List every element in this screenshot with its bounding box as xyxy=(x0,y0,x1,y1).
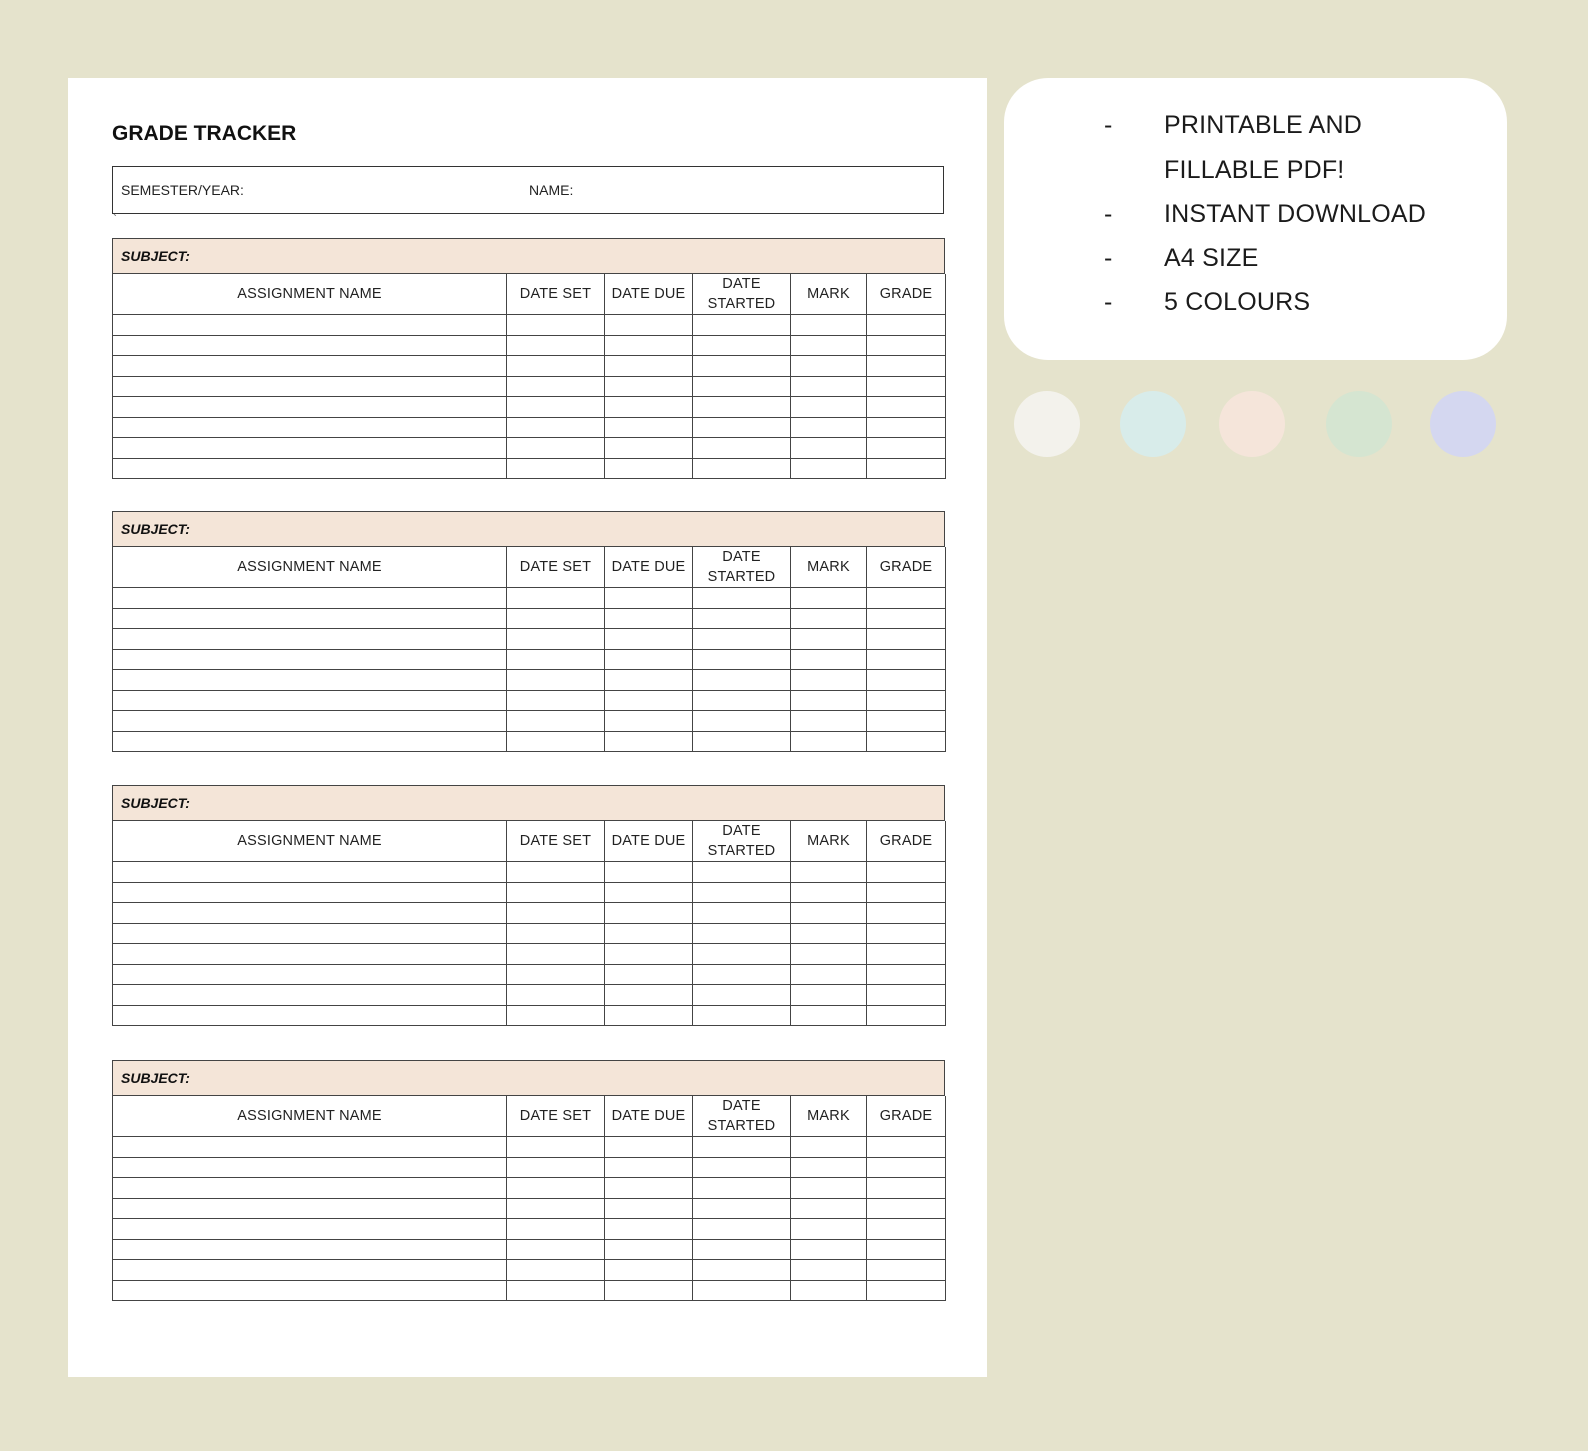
date-due-cell[interactable] xyxy=(605,608,693,629)
date-set-cell[interactable] xyxy=(507,985,605,1006)
table-row xyxy=(113,882,946,903)
table-row xyxy=(113,1198,946,1219)
table-row xyxy=(113,397,946,418)
date-started-cell[interactable] xyxy=(693,356,791,377)
grade-cell[interactable] xyxy=(867,356,946,377)
assignment-table xyxy=(112,547,946,752)
assignment-name-cell[interactable] xyxy=(113,649,507,670)
mark-cell[interactable] xyxy=(791,690,867,711)
date-started-cell[interactable] xyxy=(693,397,791,418)
date-due-cell[interactable] xyxy=(605,438,693,459)
date-due-cell[interactable] xyxy=(605,903,693,924)
grade-cell[interactable] xyxy=(867,458,946,479)
mark-cell[interactable] xyxy=(791,356,867,377)
date-started-cell[interactable] xyxy=(693,964,791,985)
mark-cell[interactable] xyxy=(791,608,867,629)
subject-section-1 xyxy=(112,238,945,479)
date-due-cell[interactable] xyxy=(605,1219,693,1240)
date-started-line: STARTED xyxy=(707,296,776,312)
date-started-cell[interactable] xyxy=(693,1260,791,1281)
mark-cell[interactable] xyxy=(791,315,867,336)
date-set-cell[interactable] xyxy=(507,731,605,752)
grade-cell[interactable] xyxy=(867,335,946,356)
date-started-cell[interactable] xyxy=(693,417,791,438)
grade-cell[interactable] xyxy=(867,882,946,903)
assignment-name-cell[interactable] xyxy=(113,376,507,397)
mark-cell[interactable] xyxy=(791,903,867,924)
date-started-cell[interactable] xyxy=(693,1005,791,1026)
grade-cell[interactable] xyxy=(867,964,946,985)
table-row xyxy=(113,1157,946,1178)
grade-cell[interactable] xyxy=(867,397,946,418)
assignment-name-cell[interactable] xyxy=(113,1198,507,1219)
date-due-cell[interactable] xyxy=(605,315,693,336)
mark-cell[interactable] xyxy=(791,397,867,418)
table-row xyxy=(113,438,946,459)
grade-cell[interactable] xyxy=(867,1219,946,1240)
date-started-cell[interactable] xyxy=(693,1137,791,1158)
date-set-cell[interactable] xyxy=(507,1260,605,1281)
table-row xyxy=(113,458,946,479)
date-set-cell[interactable] xyxy=(507,588,605,609)
date-started-cell[interactable] xyxy=(693,376,791,397)
subject-label: SUBJECT: xyxy=(112,511,945,547)
date-started-cell[interactable] xyxy=(693,1198,791,1219)
grade-cell[interactable] xyxy=(867,376,946,397)
grade-cell[interactable] xyxy=(867,862,946,883)
col-date-set-header: DATE SET xyxy=(507,547,605,588)
grade-cell[interactable] xyxy=(867,1178,946,1199)
date-set-cell[interactable] xyxy=(507,356,605,377)
date-set-cell[interactable] xyxy=(507,397,605,418)
assignment-name-cell[interactable] xyxy=(113,335,507,356)
date-started-cell[interactable] xyxy=(693,731,791,752)
mark-cell[interactable] xyxy=(791,1005,867,1026)
date-set-cell[interactable] xyxy=(507,923,605,944)
assignment-name-cell[interactable] xyxy=(113,1137,507,1158)
header-info-box xyxy=(112,166,944,214)
mark-cell[interactable] xyxy=(791,985,867,1006)
subject-label: SUBJECT: xyxy=(112,1060,945,1096)
col-date-set-header: DATE SET xyxy=(507,1096,605,1137)
mark-cell[interactable] xyxy=(791,417,867,438)
grade-cell[interactable] xyxy=(867,629,946,650)
mark-cell[interactable] xyxy=(791,588,867,609)
mark-cell[interactable] xyxy=(791,923,867,944)
date-started-line: STARTED xyxy=(707,843,776,859)
date-started-cell[interactable] xyxy=(693,985,791,1006)
table-row xyxy=(113,731,946,752)
col-grade-header: GRADE xyxy=(867,821,946,862)
assignment-name-cell[interactable] xyxy=(113,629,507,650)
date-started-cell[interactable] xyxy=(693,903,791,924)
col-date-set-header: DATE SET xyxy=(507,821,605,862)
bullet-dash: - xyxy=(1104,244,1113,272)
date-set-cell[interactable] xyxy=(507,1198,605,1219)
mark-cell[interactable] xyxy=(791,629,867,650)
table-row xyxy=(113,923,946,944)
assignment-table xyxy=(112,274,946,479)
assignment-name-cell[interactable] xyxy=(113,670,507,691)
col-date-started-header xyxy=(693,1096,791,1137)
date-started-cell[interactable] xyxy=(693,944,791,965)
date-set-cell[interactable] xyxy=(507,1157,605,1178)
col-date-started-header xyxy=(693,274,791,315)
mark-cell[interactable] xyxy=(791,1137,867,1158)
colour-swatch-cream xyxy=(1014,391,1080,457)
col-grade-header: GRADE xyxy=(867,547,946,588)
assignment-name-cell[interactable] xyxy=(113,1157,507,1178)
col-date-due-header: DATE DUE xyxy=(605,1096,693,1137)
mark-cell[interactable] xyxy=(791,1260,867,1281)
grade-cell[interactable] xyxy=(867,1239,946,1260)
col-mark-header: MARK xyxy=(791,547,867,588)
mark-cell[interactable] xyxy=(791,335,867,356)
table-row xyxy=(113,1260,946,1281)
date-set-cell[interactable] xyxy=(507,903,605,924)
table-row xyxy=(113,335,946,356)
date-due-cell[interactable] xyxy=(605,629,693,650)
bullet-dash: - xyxy=(1104,200,1113,228)
mark-cell[interactable] xyxy=(791,1178,867,1199)
assignment-name-cell[interactable] xyxy=(113,964,507,985)
date-due-cell[interactable] xyxy=(605,1178,693,1199)
date-started-line: STARTED xyxy=(707,1118,776,1134)
date-started-line: DATE xyxy=(722,549,761,565)
tick-mark: ` xyxy=(113,212,117,226)
date-set-cell[interactable] xyxy=(507,690,605,711)
date-set-cell[interactable] xyxy=(507,1005,605,1026)
assignment-name-cell[interactable] xyxy=(113,944,507,965)
assignment-name-cell[interactable] xyxy=(113,985,507,1006)
mark-cell[interactable] xyxy=(791,964,867,985)
date-started-cell[interactable] xyxy=(693,1157,791,1178)
date-started-line: DATE xyxy=(722,823,761,839)
mark-cell[interactable] xyxy=(791,376,867,397)
table-row xyxy=(113,670,946,691)
table-row xyxy=(113,315,946,336)
assignment-name-cell[interactable] xyxy=(113,417,507,438)
assignment-name-cell[interactable] xyxy=(113,438,507,459)
date-started-cell[interactable] xyxy=(693,335,791,356)
colour-swatch-peach xyxy=(1219,391,1285,457)
date-due-cell[interactable] xyxy=(605,356,693,377)
features-card xyxy=(1004,78,1507,360)
table-row xyxy=(113,649,946,670)
grade-cell[interactable] xyxy=(867,608,946,629)
date-set-cell[interactable] xyxy=(507,1280,605,1301)
date-due-cell[interactable] xyxy=(605,985,693,1006)
assignment-name-cell[interactable] xyxy=(113,882,507,903)
table-row xyxy=(113,356,946,377)
assignment-name-cell[interactable] xyxy=(113,923,507,944)
mark-cell[interactable] xyxy=(791,1219,867,1240)
grade-cell[interactable] xyxy=(867,649,946,670)
date-set-cell[interactable] xyxy=(507,629,605,650)
colour-swatch-sage xyxy=(1326,391,1392,457)
table-row xyxy=(113,629,946,650)
grade-cell[interactable] xyxy=(867,588,946,609)
date-due-cell[interactable] xyxy=(605,670,693,691)
date-due-cell[interactable] xyxy=(605,1280,693,1301)
date-started-cell[interactable] xyxy=(693,1178,791,1199)
date-due-cell[interactable] xyxy=(605,397,693,418)
table-row xyxy=(113,944,946,965)
assignment-table xyxy=(112,821,946,1026)
date-started-cell[interactable] xyxy=(693,882,791,903)
assignment-name-cell[interactable] xyxy=(113,608,507,629)
mark-cell[interactable] xyxy=(791,882,867,903)
grade-cell[interactable] xyxy=(867,1157,946,1178)
feature-instant-download: INSTANT DOWNLOAD xyxy=(1164,200,1427,228)
date-due-cell[interactable] xyxy=(605,862,693,883)
date-due-cell[interactable] xyxy=(605,1157,693,1178)
grade-cell[interactable] xyxy=(867,690,946,711)
subject-section-2 xyxy=(112,511,945,752)
assignment-name-cell[interactable] xyxy=(113,356,507,377)
grade-cell[interactable] xyxy=(867,903,946,924)
mark-cell[interactable] xyxy=(791,1239,867,1260)
col-date-started-header xyxy=(693,547,791,588)
date-due-cell[interactable] xyxy=(605,711,693,732)
assignment-name-cell[interactable] xyxy=(113,731,507,752)
table-row xyxy=(113,1178,946,1199)
date-due-cell[interactable] xyxy=(605,944,693,965)
date-set-cell[interactable] xyxy=(507,670,605,691)
mark-cell[interactable] xyxy=(791,458,867,479)
date-due-cell[interactable] xyxy=(605,417,693,438)
date-set-cell[interactable] xyxy=(507,458,605,479)
assignment-name-cell[interactable] xyxy=(113,1178,507,1199)
table-row xyxy=(113,1239,946,1260)
assignment-name-cell[interactable] xyxy=(113,862,507,883)
col-assignment-name-header: ASSIGNMENT NAME xyxy=(113,821,507,862)
date-started-cell[interactable] xyxy=(693,315,791,336)
mark-cell[interactable] xyxy=(791,1157,867,1178)
date-started-line: DATE xyxy=(722,276,761,292)
assignment-name-cell[interactable] xyxy=(113,690,507,711)
date-due-cell[interactable] xyxy=(605,964,693,985)
col-grade-header: GRADE xyxy=(867,274,946,315)
grade-cell[interactable] xyxy=(867,731,946,752)
date-set-cell[interactable] xyxy=(507,1137,605,1158)
grade-cell[interactable] xyxy=(867,985,946,1006)
date-set-cell[interactable] xyxy=(507,1219,605,1240)
date-started-cell[interactable] xyxy=(693,438,791,459)
table-row xyxy=(113,417,946,438)
date-due-cell[interactable] xyxy=(605,458,693,479)
table-row xyxy=(113,608,946,629)
date-started-cell[interactable] xyxy=(693,649,791,670)
grade-cell[interactable] xyxy=(867,1005,946,1026)
col-date-due-header: DATE DUE xyxy=(605,274,693,315)
date-set-cell[interactable] xyxy=(507,964,605,985)
mark-cell[interactable] xyxy=(791,711,867,732)
table-row xyxy=(113,1280,946,1301)
date-due-cell[interactable] xyxy=(605,690,693,711)
date-started-cell[interactable] xyxy=(693,711,791,732)
date-due-cell[interactable] xyxy=(605,923,693,944)
date-due-cell[interactable] xyxy=(605,1005,693,1026)
date-due-cell[interactable] xyxy=(605,882,693,903)
grade-cell[interactable] xyxy=(867,315,946,336)
assignment-name-cell[interactable] xyxy=(113,1219,507,1240)
table-row xyxy=(113,690,946,711)
assignment-table xyxy=(112,1096,946,1301)
table-row xyxy=(113,376,946,397)
date-set-cell[interactable] xyxy=(507,315,605,336)
table-row xyxy=(113,1219,946,1240)
date-due-cell[interactable] xyxy=(605,1260,693,1281)
date-set-cell[interactable] xyxy=(507,1239,605,1260)
grade-cell[interactable] xyxy=(867,670,946,691)
col-grade-header: GRADE xyxy=(867,1096,946,1137)
mark-cell[interactable] xyxy=(791,1198,867,1219)
col-date-due-header: DATE DUE xyxy=(605,547,693,588)
date-started-line: STARTED xyxy=(707,569,776,585)
col-mark-header: MARK xyxy=(791,1096,867,1137)
date-due-cell[interactable] xyxy=(605,588,693,609)
mark-cell[interactable] xyxy=(791,1280,867,1301)
date-due-cell[interactable] xyxy=(605,335,693,356)
assignment-name-cell[interactable] xyxy=(113,588,507,609)
colour-swatch-light-blue xyxy=(1120,391,1186,457)
date-set-cell[interactable] xyxy=(507,1178,605,1199)
col-assignment-name-header: ASSIGNMENT NAME xyxy=(113,547,507,588)
date-set-cell[interactable] xyxy=(507,608,605,629)
date-started-cell[interactable] xyxy=(693,923,791,944)
date-due-cell[interactable] xyxy=(605,1239,693,1260)
mark-cell[interactable] xyxy=(791,438,867,459)
mark-cell[interactable] xyxy=(791,670,867,691)
grade-cell[interactable] xyxy=(867,438,946,459)
date-started-cell[interactable] xyxy=(693,1280,791,1301)
page-title: GRADE TRACKER xyxy=(112,122,297,145)
date-due-cell[interactable] xyxy=(605,1198,693,1219)
subject-section-4 xyxy=(112,1060,945,1301)
grade-cell[interactable] xyxy=(867,1137,946,1158)
feature-fillable: FILLABLE PDF! xyxy=(1164,156,1345,184)
date-started-cell[interactable] xyxy=(693,690,791,711)
date-started-cell[interactable] xyxy=(693,608,791,629)
date-started-cell[interactable] xyxy=(693,1219,791,1240)
date-due-cell[interactable] xyxy=(605,1137,693,1158)
date-started-cell[interactable] xyxy=(693,670,791,691)
date-set-cell[interactable] xyxy=(507,882,605,903)
subject-label: SUBJECT: xyxy=(112,238,945,274)
date-due-cell[interactable] xyxy=(605,731,693,752)
table-row xyxy=(113,964,946,985)
col-date-set-header: DATE SET xyxy=(507,274,605,315)
date-set-cell[interactable] xyxy=(507,417,605,438)
grade-cell[interactable] xyxy=(867,1280,946,1301)
mark-cell[interactable] xyxy=(791,944,867,965)
date-started-cell[interactable] xyxy=(693,629,791,650)
grade-cell[interactable] xyxy=(867,711,946,732)
subject-section-3 xyxy=(112,785,945,1026)
assignment-name-cell[interactable] xyxy=(113,458,507,479)
name-label: NAME: xyxy=(529,182,574,198)
date-set-cell[interactable] xyxy=(507,376,605,397)
col-mark-header: MARK xyxy=(791,821,867,862)
assignment-name-cell[interactable] xyxy=(113,1239,507,1260)
date-set-cell[interactable] xyxy=(507,335,605,356)
date-started-cell[interactable] xyxy=(693,588,791,609)
date-started-cell[interactable] xyxy=(693,458,791,479)
assignment-name-cell[interactable] xyxy=(113,1005,507,1026)
table-row xyxy=(113,1137,946,1158)
grade-tracker-sheet xyxy=(68,78,987,1377)
date-set-cell[interactable] xyxy=(507,649,605,670)
col-date-started-header xyxy=(693,821,791,862)
assignment-name-cell[interactable] xyxy=(113,1260,507,1281)
col-assignment-name-header: ASSIGNMENT NAME xyxy=(113,274,507,315)
col-date-due-header: DATE DUE xyxy=(605,821,693,862)
assignment-name-cell[interactable] xyxy=(113,903,507,924)
date-set-cell[interactable] xyxy=(507,862,605,883)
table-row xyxy=(113,862,946,883)
date-due-cell[interactable] xyxy=(605,376,693,397)
assignment-name-cell[interactable] xyxy=(113,1280,507,1301)
bullet-dash: - xyxy=(1104,288,1113,316)
feature-a4-size: A4 SIZE xyxy=(1164,244,1259,272)
date-set-cell[interactable] xyxy=(507,438,605,459)
mark-cell[interactable] xyxy=(791,731,867,752)
date-set-cell[interactable] xyxy=(507,711,605,732)
grade-cell[interactable] xyxy=(867,1260,946,1281)
grade-cell[interactable] xyxy=(867,923,946,944)
assignment-name-cell[interactable] xyxy=(113,711,507,732)
grade-cell[interactable] xyxy=(867,417,946,438)
date-set-cell[interactable] xyxy=(507,944,605,965)
date-due-cell[interactable] xyxy=(605,649,693,670)
feature-5-colours: 5 COLOURS xyxy=(1164,288,1311,316)
table-row xyxy=(113,711,946,732)
date-started-cell[interactable] xyxy=(693,862,791,883)
table-row xyxy=(113,1005,946,1026)
colour-swatch-lavender xyxy=(1430,391,1496,457)
grade-cell[interactable] xyxy=(867,1198,946,1219)
mark-cell[interactable] xyxy=(791,649,867,670)
feature-printable: PRINTABLE AND xyxy=(1164,111,1363,139)
mark-cell[interactable] xyxy=(791,862,867,883)
subject-label: SUBJECT: xyxy=(112,785,945,821)
bullet-dash: - xyxy=(1104,111,1113,139)
grade-cell[interactable] xyxy=(867,944,946,965)
col-assignment-name-header: ASSIGNMENT NAME xyxy=(113,1096,507,1137)
table-row xyxy=(113,588,946,609)
table-row xyxy=(113,903,946,924)
assignment-name-cell[interactable] xyxy=(113,315,507,336)
semester-year-label: SEMESTER/YEAR: xyxy=(121,182,244,198)
table-row xyxy=(113,985,946,1006)
col-mark-header: MARK xyxy=(791,274,867,315)
assignment-name-cell[interactable] xyxy=(113,397,507,418)
date-started-cell[interactable] xyxy=(693,1239,791,1260)
date-started-line: DATE xyxy=(722,1098,761,1114)
